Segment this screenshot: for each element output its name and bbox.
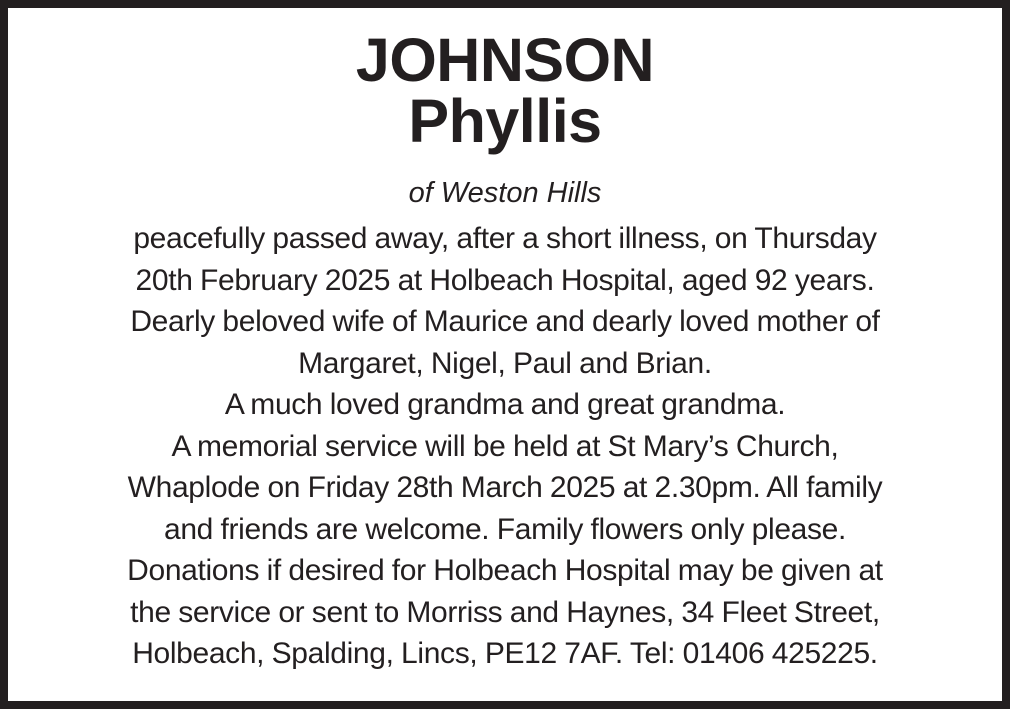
body-line: peacefully passed away, after a short illness, on Thursday <box>133 222 877 255</box>
body-line: Margaret, Nigel, Paul and Brian. <box>298 346 712 380</box>
residence-line: of Weston Hills <box>408 177 602 209</box>
forename-heading: Phyllis <box>408 87 602 155</box>
body-line: the service or sent to Morriss and Haynes, 34 Fleet Street, <box>130 595 880 629</box>
surname-heading: JOHNSON <box>355 26 655 94</box>
body-line: A memorial service will be held at St Mary’s Church, <box>171 429 839 463</box>
body-line: Dearly beloved wife of Maurice and dearly loved mother of <box>130 305 880 338</box>
notice-body <box>8 218 1002 675</box>
body-line: Holbeach, Spalding, Lincs, PE12 7AF. Tel: 01406 425225. <box>132 637 878 670</box>
body-line: A much loved grandma and great grandma. <box>224 388 786 421</box>
body-line: and friends are welcome. Family flowers only please. <box>164 512 846 546</box>
body-line: 20th February 2025 at Holbeach Hospital, aged 92 years. <box>135 263 875 297</box>
body-line: Whaplode on Friday 28th March 2025 at 2.30pm. All family <box>127 471 883 504</box>
body-line: Donations if desired for Holbeach Hospital may be given at <box>127 554 883 587</box>
